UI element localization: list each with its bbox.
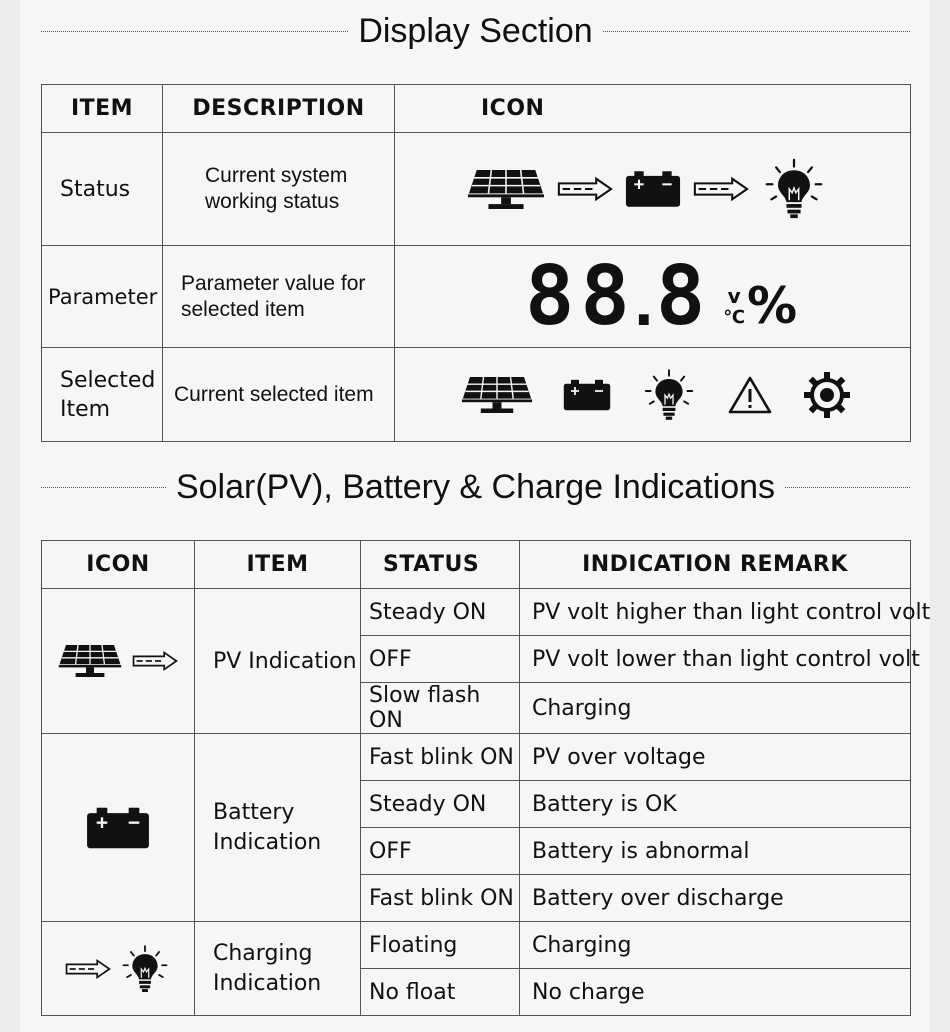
display-section-heading: Display Section — [358, 11, 593, 50]
status-cell: OFF — [361, 636, 520, 683]
arrow-icon — [557, 176, 613, 202]
lcd-digit: 8 — [525, 248, 581, 344]
lcd-readout — [395, 248, 910, 344]
remark-cell: PV volt higher than light control volt — [520, 589, 911, 636]
display-section-table — [41, 84, 911, 442]
status-cell: Fast blink ON — [361, 875, 520, 922]
arrow-icon — [65, 957, 111, 981]
bulb-icon — [761, 158, 827, 220]
status-icons-cell — [395, 133, 911, 246]
table-row — [42, 348, 911, 442]
selected-item-icons-cell — [395, 348, 911, 442]
title-rule-right — [603, 31, 910, 32]
row-description-selected: Current selected item — [163, 348, 395, 442]
pv-indication-label: PV Indication — [195, 589, 361, 734]
lcd-units — [723, 285, 745, 329]
header-status: STATUS — [361, 541, 520, 589]
indications-table — [41, 540, 931, 1016]
status-cell: OFF — [361, 828, 520, 875]
header-item: ITEM — [42, 85, 163, 133]
status-cell: Fast blink ON — [361, 734, 520, 781]
charging-indication-label: Charging Indication — [195, 922, 361, 1016]
header-icon: ICON — [42, 541, 195, 589]
indications-section-heading: Solar(PV), Battery & Charge Indications — [175, 467, 776, 506]
unit-celsius: ℃ — [723, 306, 746, 328]
solar-panel-icon — [467, 168, 545, 211]
battery-icon — [86, 805, 150, 851]
lcd-decimal-point: . — [625, 269, 662, 340]
unit-percent: % — [747, 276, 798, 335]
indications-section-title — [41, 462, 910, 512]
row-description-parameter: Parameter value for selected item — [163, 246, 395, 348]
pv-icon-cell — [42, 589, 195, 734]
status-cell: Slow flash ON — [361, 683, 520, 734]
table-row — [42, 734, 911, 781]
remark-cell: Battery over discharge — [520, 875, 911, 922]
solar-panel-icon — [58, 641, 122, 681]
table-row — [42, 133, 911, 246]
status-cell: Steady ON — [361, 589, 520, 636]
bulb-icon — [119, 944, 171, 994]
table-row — [42, 922, 911, 969]
remark-cell: Charging — [520, 922, 911, 969]
remark-cell: No charge — [520, 969, 911, 1016]
table-row — [42, 246, 911, 348]
bulb-icon — [641, 367, 697, 423]
warning-icon — [727, 375, 773, 415]
battery-indication-label: Battery Indication — [195, 734, 361, 922]
remark-cell: Battery is abnormal — [520, 828, 911, 875]
battery-icon — [625, 170, 681, 208]
title-rule-left — [41, 487, 166, 488]
header-remark: INDICATION REMARK — [520, 541, 911, 589]
table-header-row — [42, 85, 911, 133]
row-item-status: Status — [42, 133, 163, 246]
row-item-selected: Selected Item — [42, 348, 163, 442]
lcd-digit: 8 — [580, 248, 626, 344]
arrow-icon — [132, 649, 178, 673]
gear-icon — [803, 371, 851, 419]
battery-icon-cell — [42, 734, 195, 922]
status-cell: Floating — [361, 922, 520, 969]
remark-cell: PV over voltage — [520, 734, 911, 781]
remark-cell: Charging — [520, 683, 911, 734]
table-row — [42, 589, 911, 636]
arrow-icon — [693, 176, 749, 202]
display-section-title — [41, 6, 910, 56]
remark-cell: PV volt lower than light control volt — [520, 636, 911, 683]
lcd-digit: 8 — [655, 248, 706, 344]
header-icon: ICON — [395, 85, 911, 133]
header-item: ITEM — [195, 541, 361, 589]
status-cell: Steady ON — [361, 781, 520, 828]
row-item-parameter: Parameter — [42, 246, 163, 348]
row-description-status: Current system working status — [163, 133, 395, 246]
charging-icon-cell — [42, 922, 195, 1016]
battery-icon — [563, 374, 611, 416]
header-description: DESCRIPTION — [163, 85, 395, 133]
parameter-display-cell — [395, 246, 911, 348]
unit-volt: v — [727, 283, 741, 308]
title-rule-right — [785, 487, 910, 488]
status-cell: No float — [361, 969, 520, 1016]
title-rule-left — [41, 31, 348, 32]
table-header-row — [42, 541, 911, 589]
remark-cell: Battery is OK — [520, 781, 911, 828]
solar-panel-icon — [461, 374, 533, 416]
